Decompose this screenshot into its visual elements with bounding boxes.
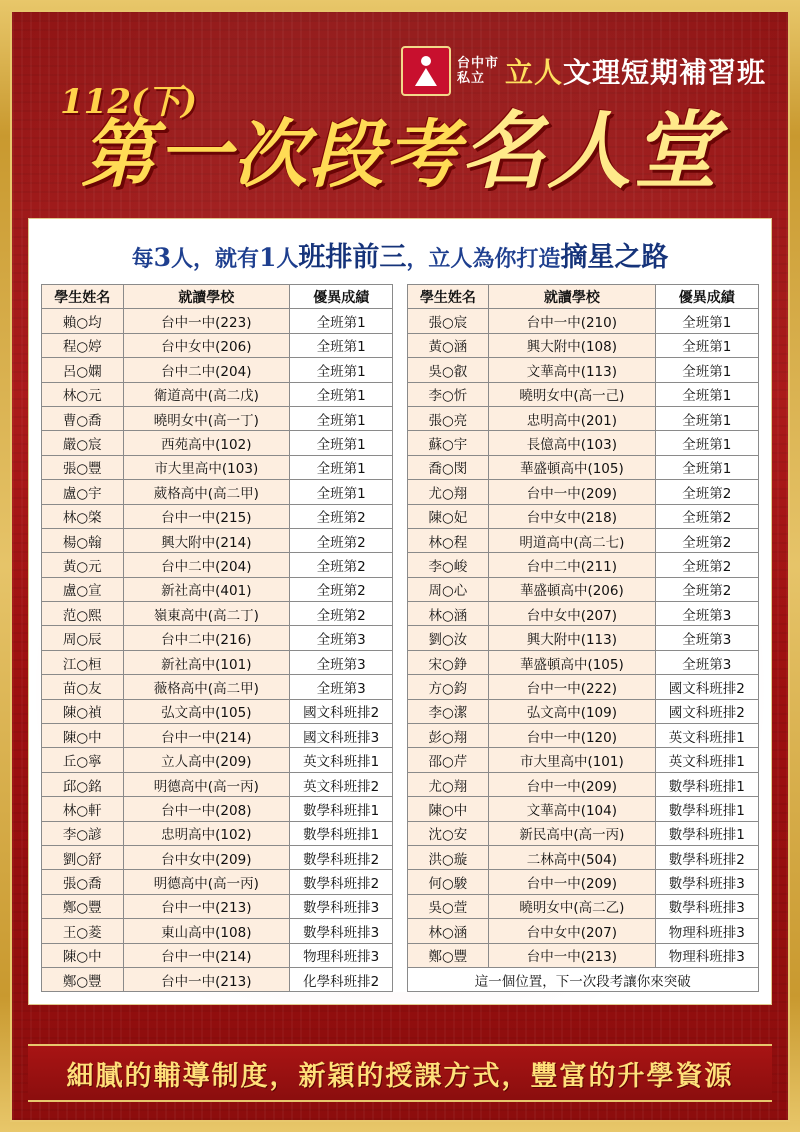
cell-student-name-right: 何○駿 [407, 870, 489, 894]
cell-student-name-left: 盧○宣 [42, 577, 124, 601]
cell-achievement-right: 全班第2 [655, 504, 758, 528]
cell-student-name-left: 江○桓 [42, 650, 124, 674]
cell-school-right: 台中一中(210) [489, 309, 655, 333]
column-gap [393, 382, 407, 406]
cell-student-name-right: 吳○萱 [407, 894, 489, 918]
cell-achievement-right: 全班第3 [655, 650, 758, 674]
bottom-banner [28, 1044, 772, 1102]
cell-achievement-left: 全班第3 [290, 675, 393, 699]
cell-school-left: 弘文高中(105) [123, 699, 289, 723]
slogan [41, 229, 759, 284]
cell-student-name-right: 洪○璇 [407, 845, 489, 869]
table-row [42, 821, 759, 845]
cell-student-name-right: 蘇○宇 [407, 431, 489, 455]
cell-achievement-right: 全班第1 [655, 406, 758, 430]
cell-student-name-right: 鄭○豐 [407, 943, 489, 967]
cell-student-name-left: 鄭○豐 [42, 894, 124, 918]
cell-school-right: 曉明女中(高一己) [489, 382, 655, 406]
col-header-score-right: 優異成績 [655, 285, 758, 309]
cell-school-right: 二林高中(504) [489, 845, 655, 869]
table-row [42, 309, 759, 333]
cell-school-left: 忠明高中(102) [123, 821, 289, 845]
year-label: 112(下) [60, 82, 198, 122]
slogan-mid3: ，立人為你打造 [406, 246, 561, 272]
column-gap [393, 626, 407, 650]
table-row [42, 455, 759, 479]
column-gap [393, 845, 407, 869]
cell-achievement-right: 數學科班排2 [655, 845, 758, 869]
cell-school-right: 台中一中(213) [489, 943, 655, 967]
poster-inner [10, 10, 790, 1122]
poster-header [12, 12, 788, 212]
cell-student-name-left: 林○棨 [42, 504, 124, 528]
cell-achievement-left: 數學科班排2 [290, 845, 393, 869]
cell-achievement-left: 國文科班排2 [290, 699, 393, 723]
table-row [42, 528, 759, 552]
cell-achievement-left: 全班第1 [290, 480, 393, 504]
cell-student-name-left: 王○菱 [42, 919, 124, 943]
honor-roll-table [41, 284, 759, 992]
cell-school-right: 忠明高中(201) [489, 406, 655, 430]
cell-school-left: 台中二中(216) [123, 626, 289, 650]
cell-school-left: 台中二中(204) [123, 553, 289, 577]
table-row [42, 724, 759, 748]
cell-achievement-left: 國文科班排3 [290, 724, 393, 748]
cell-achievement-right: 物理科班排3 [655, 919, 758, 943]
column-gap [393, 699, 407, 723]
cell-achievement-right: 全班第3 [655, 626, 758, 650]
cell-achievement-right: 國文科班排2 [655, 699, 758, 723]
cell-student-name-left: 賴○均 [42, 309, 124, 333]
cell-student-name-left: 張○喬 [42, 870, 124, 894]
brand-name-rest: 文理短期補習班 [562, 56, 766, 89]
column-gap [393, 431, 407, 455]
cell-school-left: 新社高中(101) [123, 650, 289, 674]
cell-achievement-left: 數學科班排3 [290, 919, 393, 943]
cell-achievement-right: 數學科班排1 [655, 797, 758, 821]
cell-student-name-right: 黃○涵 [407, 333, 489, 357]
column-gap [393, 455, 407, 479]
cell-achievement-left: 化學科班排2 [290, 967, 393, 991]
table-row [42, 748, 759, 772]
cell-achievement-left: 全班第1 [290, 431, 393, 455]
table-row [42, 675, 759, 699]
cell-achievement-right: 物理科班排3 [655, 943, 758, 967]
cell-school-left: 市大里高中(103) [123, 455, 289, 479]
column-gap [393, 553, 407, 577]
cell-achievement-left: 全班第2 [290, 528, 393, 552]
cell-school-left: 薇格高中(高二甲) [123, 675, 289, 699]
cell-achievement-right: 全班第2 [655, 480, 758, 504]
cell-student-name-right: 尤○翔 [407, 772, 489, 796]
table-body [42, 309, 759, 992]
cell-student-name-left: 林○元 [42, 382, 124, 406]
cell-student-name-left: 苗○友 [42, 675, 124, 699]
cell-school-right: 台中一中(209) [489, 772, 655, 796]
cell-school-right: 台中一中(209) [489, 480, 655, 504]
cell-student-name-left: 盧○宇 [42, 480, 124, 504]
column-gap [393, 309, 407, 333]
cell-achievement-left: 數學科班排2 [290, 870, 393, 894]
cell-achievement-left: 全班第1 [290, 406, 393, 430]
table-row [42, 845, 759, 869]
cell-school-left: 東山高中(108) [123, 919, 289, 943]
cell-student-name-left: 程○婷 [42, 333, 124, 357]
slogan-mid1: 人，就有 [170, 246, 259, 272]
slogan-big2: 摘星之路 [560, 242, 669, 273]
column-gap [393, 821, 407, 845]
column-gap [393, 797, 407, 821]
table-row [42, 626, 759, 650]
brand-small-text [457, 56, 499, 86]
cell-achievement-right: 英文科班排1 [655, 724, 758, 748]
cell-student-name-left: 林○軒 [42, 797, 124, 821]
table-header-row [42, 285, 759, 309]
cell-achievement-right: 數學科班排3 [655, 894, 758, 918]
cell-student-name-right: 周○心 [407, 577, 489, 601]
cell-achievement-left: 全班第1 [290, 382, 393, 406]
slogan-pre: 每 [131, 246, 154, 272]
cell-achievement-left: 全班第1 [290, 333, 393, 357]
table-row [42, 602, 759, 626]
cell-achievement-left: 全班第2 [290, 602, 393, 626]
table-footnote: 這一個位置，下一次段考讓你來突破 [407, 967, 758, 991]
results-card [28, 218, 772, 1005]
slogan-num2: 1 [259, 243, 277, 272]
cell-student-name-right: 劉○汝 [407, 626, 489, 650]
cell-school-right: 市大里高中(101) [489, 748, 655, 772]
cell-school-left: 立人高中(209) [123, 748, 289, 772]
cell-student-name-left: 范○熙 [42, 602, 124, 626]
table-row [42, 358, 759, 382]
table-row [42, 870, 759, 894]
brand-name [505, 51, 766, 91]
cell-student-name-right: 尤○翔 [407, 480, 489, 504]
cell-student-name-left: 曹○喬 [42, 406, 124, 430]
column-gap [393, 919, 407, 943]
cell-school-left: 台中一中(214) [123, 724, 289, 748]
cell-achievement-left: 全班第2 [290, 553, 393, 577]
cell-student-name-right: 彭○翔 [407, 724, 489, 748]
cell-student-name-left: 嚴○宸 [42, 431, 124, 455]
cell-student-name-left: 鄭○豐 [42, 967, 124, 991]
table-row [42, 553, 759, 577]
column-gap [393, 406, 407, 430]
page-title-part2: 名人堂 [460, 101, 719, 200]
brand-small-line1: 台中市 [456, 56, 499, 71]
cell-student-name-right: 宋○錚 [407, 650, 489, 674]
cell-school-right: 華盛頓高中(206) [489, 577, 655, 601]
column-gap [393, 528, 407, 552]
cell-school-right: 台中二中(211) [489, 553, 655, 577]
cell-achievement-left: 英文科班排1 [290, 748, 393, 772]
cell-school-right: 興大附中(113) [489, 626, 655, 650]
cell-student-name-right: 林○涵 [407, 602, 489, 626]
table-row [42, 480, 759, 504]
column-gap [393, 358, 407, 382]
cell-student-name-right: 方○鈞 [407, 675, 489, 699]
cell-student-name-left: 李○諺 [42, 821, 124, 845]
slogan-mid2: 人 [276, 246, 299, 272]
column-gap [393, 870, 407, 894]
brand-name-highlight: 立人 [504, 56, 563, 89]
cell-student-name-right: 沈○安 [407, 821, 489, 845]
cell-school-right: 曉明女中(高二乙) [489, 894, 655, 918]
cell-school-right: 台中一中(120) [489, 724, 655, 748]
table-row [42, 967, 759, 991]
column-gap [393, 285, 407, 309]
cell-achievement-left: 全班第1 [290, 309, 393, 333]
cell-student-name-right: 李○潔 [407, 699, 489, 723]
table-row [42, 431, 759, 455]
cell-school-left: 興大附中(214) [123, 528, 289, 552]
cell-school-left: 西苑高中(102) [123, 431, 289, 455]
slogan-num1: 3 [153, 243, 171, 272]
col-header-score-left: 優異成績 [290, 285, 393, 309]
table-row [42, 333, 759, 357]
cell-school-right: 興大附中(108) [489, 333, 655, 357]
cell-achievement-left: 數學科班排1 [290, 797, 393, 821]
col-header-school-right: 就讀學校 [489, 285, 655, 309]
cell-student-name-right: 張○亮 [407, 406, 489, 430]
column-gap [393, 894, 407, 918]
cell-student-name-left: 張○豐 [42, 455, 124, 479]
cell-school-right: 華盛頓高中(105) [489, 455, 655, 479]
cell-achievement-right: 全班第1 [655, 455, 758, 479]
table-row [42, 504, 759, 528]
cell-school-left: 新社高中(401) [123, 577, 289, 601]
cell-student-name-right: 林○程 [407, 528, 489, 552]
table-row [42, 772, 759, 796]
column-gap [393, 724, 407, 748]
col-header-school-left: 就讀學校 [123, 285, 289, 309]
column-gap [393, 577, 407, 601]
cell-achievement-left: 全班第1 [290, 358, 393, 382]
cell-student-name-right: 李○忻 [407, 382, 489, 406]
col-header-name-right: 學生姓名 [407, 285, 489, 309]
cell-achievement-left: 數學科班排3 [290, 894, 393, 918]
cell-student-name-right: 陳○妃 [407, 504, 489, 528]
cell-student-name-left: 周○辰 [42, 626, 124, 650]
cell-school-right: 台中女中(207) [489, 919, 655, 943]
cell-school-left: 台中一中(223) [123, 309, 289, 333]
cell-school-left: 衛道高中(高二戊) [123, 382, 289, 406]
cell-school-left: 台中一中(208) [123, 797, 289, 821]
cell-student-name-right: 邵○芹 [407, 748, 489, 772]
cell-school-right: 台中女中(218) [489, 504, 655, 528]
cell-achievement-left: 英文科班排2 [290, 772, 393, 796]
cell-school-left: 明德高中(高一丙) [123, 772, 289, 796]
cell-achievement-right: 全班第1 [655, 382, 758, 406]
cell-achievement-right: 數學科班排1 [655, 772, 758, 796]
cell-school-left: 台中一中(213) [123, 967, 289, 991]
cell-school-left: 台中女中(206) [123, 333, 289, 357]
cell-achievement-right: 全班第1 [655, 431, 758, 455]
bottom-banner-text: 細膩的輔導制度，新穎的授課方式，豐富的升學資源 [66, 1060, 734, 1092]
table-row [42, 699, 759, 723]
cell-school-left: 台中一中(213) [123, 894, 289, 918]
cell-student-name-right: 李○峻 [407, 553, 489, 577]
cell-student-name-right: 喬○閔 [407, 455, 489, 479]
cell-achievement-right: 全班第2 [655, 577, 758, 601]
cell-school-right: 華盛頓高中(105) [489, 650, 655, 674]
cell-achievement-left: 全班第3 [290, 650, 393, 674]
cell-school-right: 台中女中(207) [489, 602, 655, 626]
cell-school-left: 台中二中(204) [123, 358, 289, 382]
brand-small-line2: 私立 [456, 71, 485, 86]
cell-achievement-right: 全班第2 [655, 553, 758, 577]
table-row [42, 650, 759, 674]
cell-student-name-left: 楊○翰 [42, 528, 124, 552]
cell-achievement-right: 英文科班排1 [655, 748, 758, 772]
cell-student-name-right: 陳○中 [407, 797, 489, 821]
table-row [42, 894, 759, 918]
cell-achievement-right: 國文科班排2 [655, 675, 758, 699]
column-gap [393, 480, 407, 504]
column-gap [393, 650, 407, 674]
table-row [42, 943, 759, 967]
cell-achievement-left: 全班第2 [290, 577, 393, 601]
cell-school-right: 明道高中(高二七) [489, 528, 655, 552]
cell-student-name-right: 吳○叡 [407, 358, 489, 382]
cell-school-right: 弘文高中(109) [489, 699, 655, 723]
slogan-big1: 班排前三 [298, 242, 407, 273]
page-title-part1: 第一次段考 [80, 112, 461, 198]
column-gap [393, 772, 407, 796]
cell-achievement-right: 全班第1 [655, 309, 758, 333]
cell-achievement-left: 全班第1 [290, 455, 393, 479]
cell-student-name-left: 黃○元 [42, 553, 124, 577]
column-gap [393, 967, 407, 991]
cell-school-left: 嶺東高中(高二丁) [123, 602, 289, 626]
cell-school-left: 台中一中(215) [123, 504, 289, 528]
cell-achievement-left: 全班第2 [290, 504, 393, 528]
cell-school-right: 文華高中(113) [489, 358, 655, 382]
cell-achievement-left: 數學科班排1 [290, 821, 393, 845]
cell-school-right: 文華高中(104) [489, 797, 655, 821]
cell-school-right: 長億高中(103) [489, 431, 655, 455]
cell-student-name-left: 呂○嫻 [42, 358, 124, 382]
column-gap [393, 675, 407, 699]
column-gap [393, 602, 407, 626]
cell-student-name-left: 陳○中 [42, 724, 124, 748]
table-row [42, 577, 759, 601]
table-row [42, 406, 759, 430]
person-triangle-icon [401, 46, 451, 96]
column-gap [393, 504, 407, 528]
col-header-name-left: 學生姓名 [42, 285, 124, 309]
cell-achievement-right: 數學科班排1 [655, 821, 758, 845]
cell-student-name-left: 劉○舒 [42, 845, 124, 869]
cell-student-name-right: 林○涵 [407, 919, 489, 943]
cell-student-name-left: 丘○寧 [42, 748, 124, 772]
cell-achievement-left: 全班第3 [290, 626, 393, 650]
column-gap [393, 748, 407, 772]
cell-achievement-right: 全班第1 [655, 333, 758, 357]
cell-school-right: 台中一中(222) [489, 675, 655, 699]
cell-school-left: 葳格高中(高二甲) [123, 480, 289, 504]
table-row [42, 919, 759, 943]
cell-achievement-left: 物理科班排3 [290, 943, 393, 967]
cell-student-name-left: 陳○禎 [42, 699, 124, 723]
cell-achievement-right: 全班第3 [655, 602, 758, 626]
cell-school-right: 台中一中(209) [489, 870, 655, 894]
table-row [42, 797, 759, 821]
cell-school-left: 台中一中(214) [123, 943, 289, 967]
cell-school-left: 台中女中(209) [123, 845, 289, 869]
column-gap [393, 943, 407, 967]
cell-student-name-left: 陳○中 [42, 943, 124, 967]
cell-achievement-right: 數學科班排3 [655, 870, 758, 894]
brand-logo [401, 46, 766, 96]
cell-school-left: 曉明女中(高一丁) [123, 406, 289, 430]
cell-school-right: 新民高中(高一丙) [489, 821, 655, 845]
table-row [42, 382, 759, 406]
cell-achievement-right: 全班第2 [655, 528, 758, 552]
cell-achievement-right: 全班第1 [655, 358, 758, 382]
cell-student-name-right: 張○宸 [407, 309, 489, 333]
column-gap [393, 333, 407, 357]
cell-student-name-left: 邱○銘 [42, 772, 124, 796]
cell-school-left: 明德高中(高一丙) [123, 870, 289, 894]
